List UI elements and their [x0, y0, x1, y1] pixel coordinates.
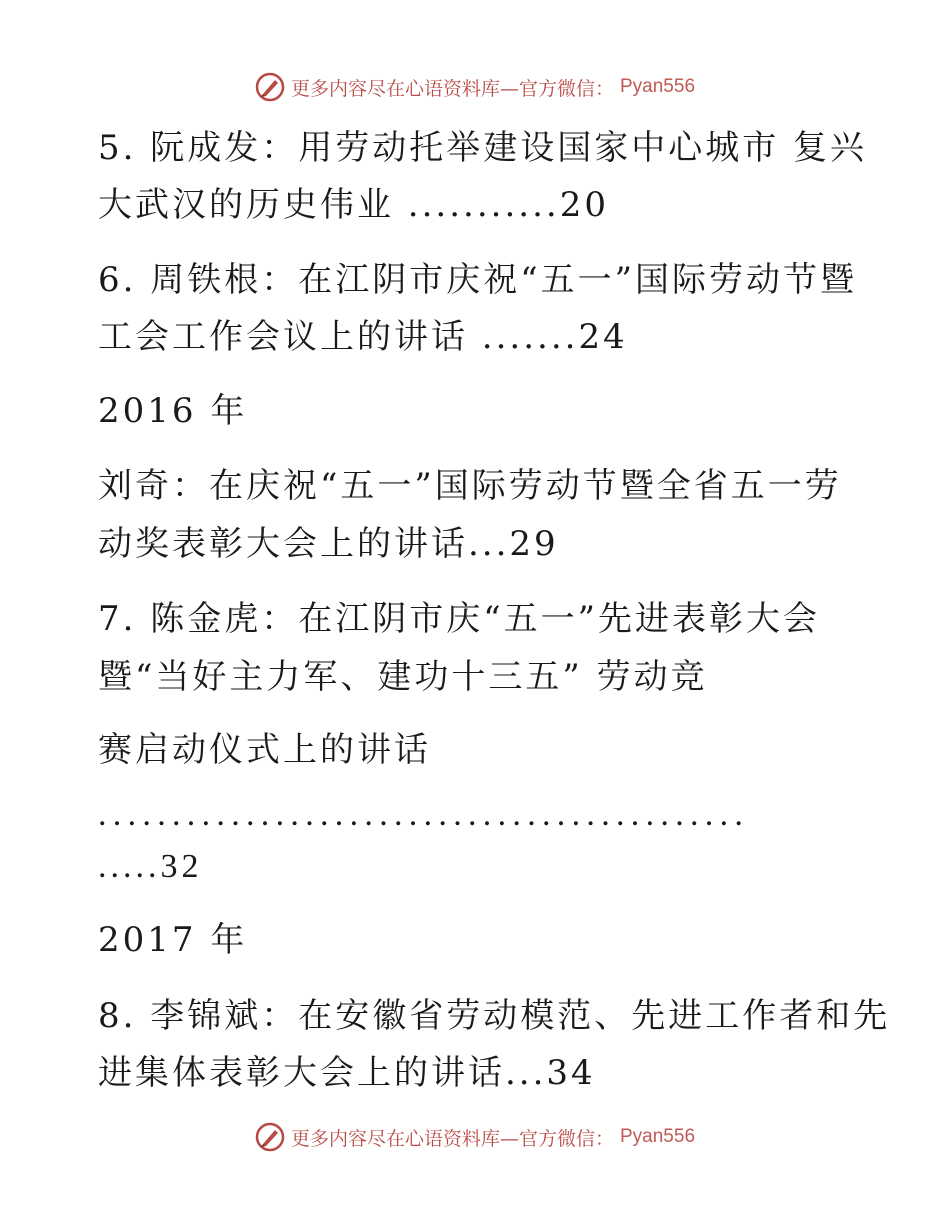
toc-line: 刘奇：在庆祝“五一”国际劳动节暨全省五一劳 — [98, 466, 842, 506]
toc-line: 赛启动仪式上的讲话 — [98, 730, 431, 770]
banner-wechat-id: Pyan556 — [620, 76, 696, 97]
year-heading: 2016 年 — [98, 391, 248, 431]
footer-banner — [0, 1122, 950, 1152]
toc-line: 大武汉的历史伟业 ...........20 — [98, 185, 609, 225]
toc-line: 8. 李锦斌：在安徽省劳动模范、先进工作者和先 — [98, 996, 891, 1036]
toc-line: 工会工作会议上的讲话 .......24 — [98, 317, 628, 357]
toc-line: 6. 周铁根：在江阴市庆祝“五一”国际劳动节暨 — [98, 260, 858, 300]
year-heading: 2017 年 — [98, 920, 248, 960]
toc-line: 暨“当好主力军、建功十三五” 劳动竞 — [98, 657, 708, 697]
toc-line: 5. 阮成发：用劳动托举建设国家中心城市 复兴 — [98, 128, 868, 168]
header-banner — [0, 72, 950, 102]
pen-logo-icon — [255, 72, 285, 102]
banner-text: 更多内容尽在心语资料库—官方微信： — [290, 77, 614, 100]
leader-dots: ............................................ — [98, 796, 750, 833]
toc-line: 7. 陈金虎：在江阴市庆“五一”先进表彰大会 — [98, 599, 821, 639]
pen-logo-icon — [255, 1122, 285, 1152]
toc-line: .....32 — [98, 848, 203, 885]
banner-text: 更多内容尽在心语资料库—官方微信： — [290, 1127, 614, 1150]
banner-wechat-id: Pyan556 — [620, 1126, 696, 1147]
toc-line: 动奖表彰大会上的讲话...29 — [98, 524, 559, 564]
toc-line: 进集体表彰大会上的讲话...34 — [98, 1053, 596, 1093]
